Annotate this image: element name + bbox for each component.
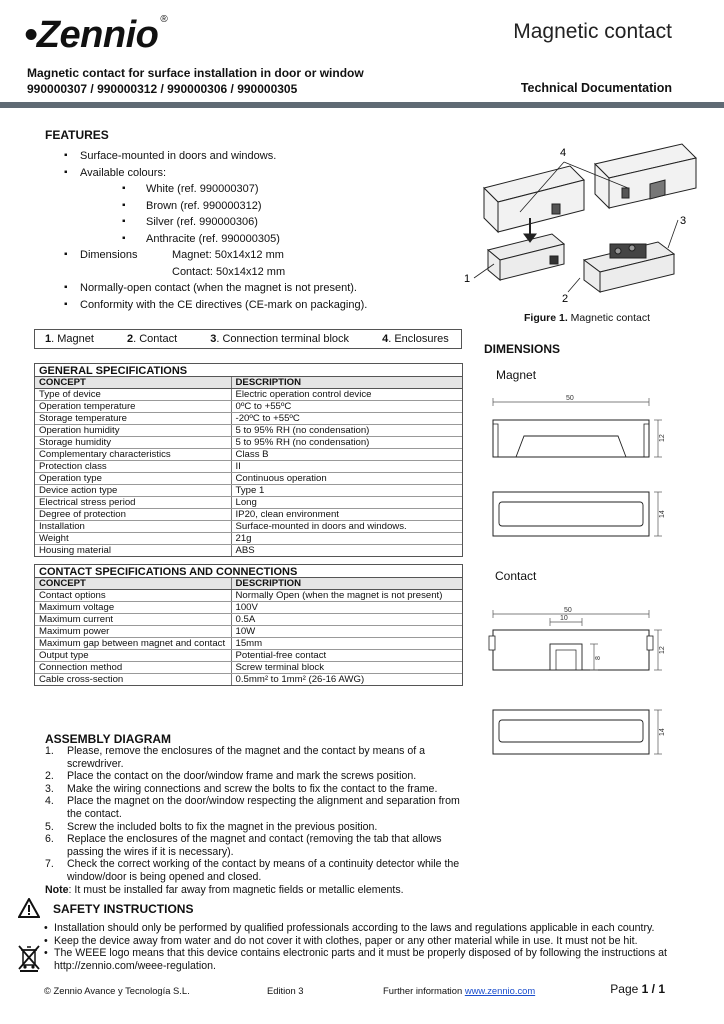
description-cell: Screw terminal block bbox=[231, 662, 462, 674]
concept-cell: Operation temperature bbox=[35, 401, 231, 413]
contact-label: Contact bbox=[495, 569, 537, 583]
magnet-part bbox=[488, 234, 564, 280]
concept-cell: Cable cross-section bbox=[35, 674, 231, 686]
column-header: DESCRIPTION bbox=[231, 578, 462, 590]
table-row bbox=[35, 425, 462, 437]
magnet-height-label: 12 bbox=[659, 434, 666, 442]
features-list bbox=[64, 148, 464, 313]
concept-cell: Housing material bbox=[35, 545, 231, 557]
table-title: CONTACT SPECIFICATIONS AND CONNECTIONS bbox=[35, 565, 462, 578]
assembly-step: 4. Place the magnet on the door/window respecting the alignment and separation from the contact. bbox=[45, 795, 460, 820]
description-cell: Long bbox=[231, 497, 462, 509]
column-header: CONCEPT bbox=[35, 578, 231, 590]
table-row bbox=[35, 389, 462, 401]
magnet-label: Magnet bbox=[496, 368, 537, 382]
magnet-depth-label: 14 bbox=[659, 510, 666, 518]
table-row bbox=[35, 413, 462, 425]
description-cell: 100V bbox=[231, 602, 462, 614]
feature-item: ▪ Surface-mounted in doors and windows. bbox=[64, 148, 464, 165]
table-row bbox=[35, 521, 462, 533]
callout-3: 3 bbox=[680, 215, 687, 227]
concept-cell: Maximum gap between magnet and contact bbox=[35, 638, 231, 650]
concept-cell: Installation bbox=[35, 521, 231, 533]
concept-cell: Device action type bbox=[35, 485, 231, 497]
description-cell: 0ºC to +55ºC bbox=[231, 401, 462, 413]
column-header: CONCEPT bbox=[35, 377, 231, 389]
assembly-step: 5. Screw the included bolts to fix the magnet in the previous position. bbox=[45, 820, 378, 833]
assembly-step: 1. Please, remove the enclosures of the magnet and the contact by means of a screwdriver. bbox=[45, 745, 426, 770]
dimensions-heading: DIMENSIONS bbox=[484, 342, 561, 356]
contact-specifications-table bbox=[34, 564, 463, 686]
enclosure-left bbox=[484, 166, 584, 232]
description-cell: Surface-mounted in doors and windows. bbox=[231, 521, 462, 533]
concept-cell: Maximum power bbox=[35, 626, 231, 638]
table-row bbox=[35, 626, 462, 638]
edition: Edition 3 bbox=[267, 985, 304, 996]
safety-item: • Keep the device away from water and do not cover it with clothes, paper or any other material while in use. It must not be hit. bbox=[44, 935, 714, 948]
colour-item: ▪ Silver (ref. 990000306) bbox=[64, 214, 464, 231]
concept-cell: Complementary characteristics bbox=[35, 449, 231, 461]
contact-width-label: 50 bbox=[564, 607, 572, 614]
weee-bin-icon bbox=[17, 944, 41, 972]
colour-item: ▪ Anthracite (ref. 990000305) bbox=[64, 231, 464, 248]
description-cell: 0.5mm² to 1mm² (26-16 AWG) bbox=[235, 674, 365, 685]
contact-height-label: 12 bbox=[659, 646, 666, 654]
assembly-step: 6. Replace the enclosures of the magnet and contact (removing the tab that allows passing the wires if it is necessary). bbox=[45, 833, 442, 858]
technical-documentation-label: Technical Documentation bbox=[520, 81, 672, 95]
magnetic-contact-figure bbox=[460, 140, 698, 310]
concept-cell: Storage temperature bbox=[35, 413, 231, 425]
table-row bbox=[35, 533, 462, 545]
description-cell: 5 to 95% RH (no condensation) bbox=[231, 425, 462, 437]
description-cell: Normally Open (when the magnet is not present) bbox=[231, 590, 462, 602]
legend-item-magnet: 1. Magnet bbox=[45, 333, 94, 345]
legend-item-contact: 2. Contact bbox=[127, 333, 178, 345]
concept-cell: Contact options bbox=[35, 590, 231, 602]
description-cell: Electric operation control device bbox=[231, 389, 462, 401]
table-row bbox=[35, 614, 462, 626]
assembly-step: 2. Place the contact on the door/window frame and mark the screws position. bbox=[45, 770, 417, 783]
description-cell: 21g bbox=[231, 533, 462, 545]
description-cell: II bbox=[231, 461, 462, 473]
features-heading: FEATURES bbox=[45, 128, 109, 142]
callout-2: 2 bbox=[562, 293, 569, 305]
table-row bbox=[35, 509, 462, 521]
callout-4: 4 bbox=[560, 147, 567, 159]
table-row bbox=[35, 602, 462, 614]
table-row bbox=[35, 638, 462, 650]
concept-cell: Storage humidity bbox=[35, 437, 231, 449]
table-row bbox=[35, 662, 462, 674]
header-divider bbox=[0, 102, 724, 108]
column-header: DESCRIPTION bbox=[231, 377, 462, 389]
table-title: GENERAL SPECIFICATIONS bbox=[35, 364, 462, 377]
description-cell: 15mm bbox=[231, 638, 462, 650]
table-row bbox=[35, 473, 462, 485]
assembly-step: 7. Check the correct working of the contact by means of a continuity detector while the window/door is being opened and closed. bbox=[45, 858, 460, 883]
feature-item: ▪ Available colours: bbox=[64, 165, 464, 182]
description-cell: Continuous operation bbox=[231, 473, 462, 485]
table-row bbox=[35, 449, 462, 461]
description-cell: Class B bbox=[231, 449, 462, 461]
magnet-width-label: 50 bbox=[566, 395, 574, 402]
concept-cell: Connection method bbox=[35, 662, 231, 674]
table-row bbox=[35, 461, 462, 473]
table-row bbox=[35, 497, 462, 509]
page-number: Page 1 / 1 bbox=[610, 982, 665, 996]
assembly-steps bbox=[45, 745, 465, 884]
product-subtitle bbox=[27, 65, 364, 97]
contact-side-drawing bbox=[486, 606, 666, 676]
table-row bbox=[35, 590, 462, 602]
concept-cell: Output type bbox=[35, 650, 231, 662]
concept-cell: Maximum voltage bbox=[35, 602, 231, 614]
document-title: Magnetic contact bbox=[513, 20, 672, 43]
concept-cell: Degree of protection bbox=[35, 509, 231, 521]
warning-icon bbox=[18, 898, 40, 918]
contact-depth-label: 14 bbox=[659, 728, 666, 736]
magnet-side-drawing bbox=[486, 394, 666, 464]
parts-legend bbox=[34, 329, 462, 349]
zennio-website-link[interactable]: www.zennio.com bbox=[464, 985, 536, 996]
assembly-step: 3. Make the wiring connections and screw the bolts to fix the contact to the frame. bbox=[45, 782, 438, 795]
concept-cell: Maximum current bbox=[35, 614, 231, 626]
concept-cell: Electrical stress period bbox=[35, 497, 231, 509]
contact-top-drawing bbox=[486, 708, 666, 758]
concept-cell: Weight bbox=[35, 533, 231, 545]
table-header-row bbox=[35, 578, 462, 590]
table-row bbox=[35, 650, 462, 662]
zennio-logo: •Zennio ® bbox=[24, 14, 168, 56]
description-cell: Type 1 bbox=[231, 485, 462, 497]
contact-inner-height-label: 8 bbox=[595, 656, 602, 660]
table-row bbox=[35, 485, 462, 497]
description-cell: Potential-free contact bbox=[231, 650, 462, 662]
description-cell: 10W bbox=[231, 626, 462, 638]
description-cell: ABS bbox=[235, 545, 255, 556]
feature-item: ▪ Conformity with the CE directives (CE-mark on packaging). bbox=[64, 297, 464, 314]
product-description: Magnetic contact for surface installation in door or window bbox=[27, 66, 364, 80]
figure-caption: Figure 1. Magnetic contact bbox=[524, 312, 651, 324]
safety-heading: SAFETY INSTRUCTIONS bbox=[53, 902, 194, 916]
description-cell: 5 to 95% RH (no condensation) bbox=[231, 437, 462, 449]
magnet-top-drawing bbox=[486, 488, 666, 540]
contact-part bbox=[584, 242, 674, 292]
table-row bbox=[35, 674, 462, 686]
table-row bbox=[35, 545, 462, 557]
legend-item-enclosures: 4. Enclosures bbox=[382, 333, 449, 345]
concept-cell: Operation humidity bbox=[35, 425, 231, 437]
product-references: 990000307 / 990000312 / 990000306 / 990000305 bbox=[27, 82, 298, 96]
dimension-contact: Contact: 50x14x12 mm bbox=[172, 265, 286, 278]
safety-item: • The WEEE logo means that this device contains electronic parts and it must be properly disposed of by following the instructions at http://zennio.com/weee-regulation. bbox=[44, 947, 714, 972]
assembly-heading: ASSEMBLY DIAGRAM bbox=[45, 732, 172, 746]
feature-item-dimensions bbox=[64, 247, 464, 264]
safety-list bbox=[44, 922, 714, 972]
table-row bbox=[35, 437, 462, 449]
contact-inner-width-label: 10 bbox=[560, 615, 568, 622]
description-cell: IP20, clean environment bbox=[231, 509, 462, 521]
feature-item: ▪ Normally-open contact (when the magnet is not present). bbox=[64, 280, 464, 297]
general-specifications-table bbox=[34, 363, 463, 557]
assembly-note: Note: It must be installed far away from magnetic fields or metallic elements. bbox=[45, 884, 404, 896]
safety-item: • Installation should only be performed by qualified professionals according to the laws and regulations applicable in each country. bbox=[44, 922, 714, 935]
concept-cell: Type of device bbox=[35, 389, 231, 401]
description-cell: 0.5A bbox=[231, 614, 462, 626]
colour-item: ▪ Brown (ref. 990000312) bbox=[64, 198, 464, 215]
copyright: © Zennio Avance y Tecnología S.L. bbox=[44, 985, 190, 996]
dimensions-label: Dimensions bbox=[80, 249, 138, 261]
dimension-magnet: Magnet: 50x14x12 mm bbox=[172, 249, 284, 261]
table-row bbox=[35, 401, 462, 413]
concept-cell: Protection class bbox=[35, 461, 231, 473]
description-cell: -20ºC to +55ºC bbox=[231, 413, 462, 425]
further-information: Further information www.zennio.com bbox=[383, 985, 536, 996]
callout-1: 1 bbox=[464, 273, 471, 285]
colour-item: ▪ White (ref. 990000307) bbox=[64, 181, 464, 198]
enclosure-right bbox=[595, 144, 696, 208]
concept-cell: Operation type bbox=[35, 473, 231, 485]
legend-item-terminal-block: 3. Connection terminal block bbox=[210, 333, 350, 345]
table-header-row bbox=[35, 377, 462, 389]
